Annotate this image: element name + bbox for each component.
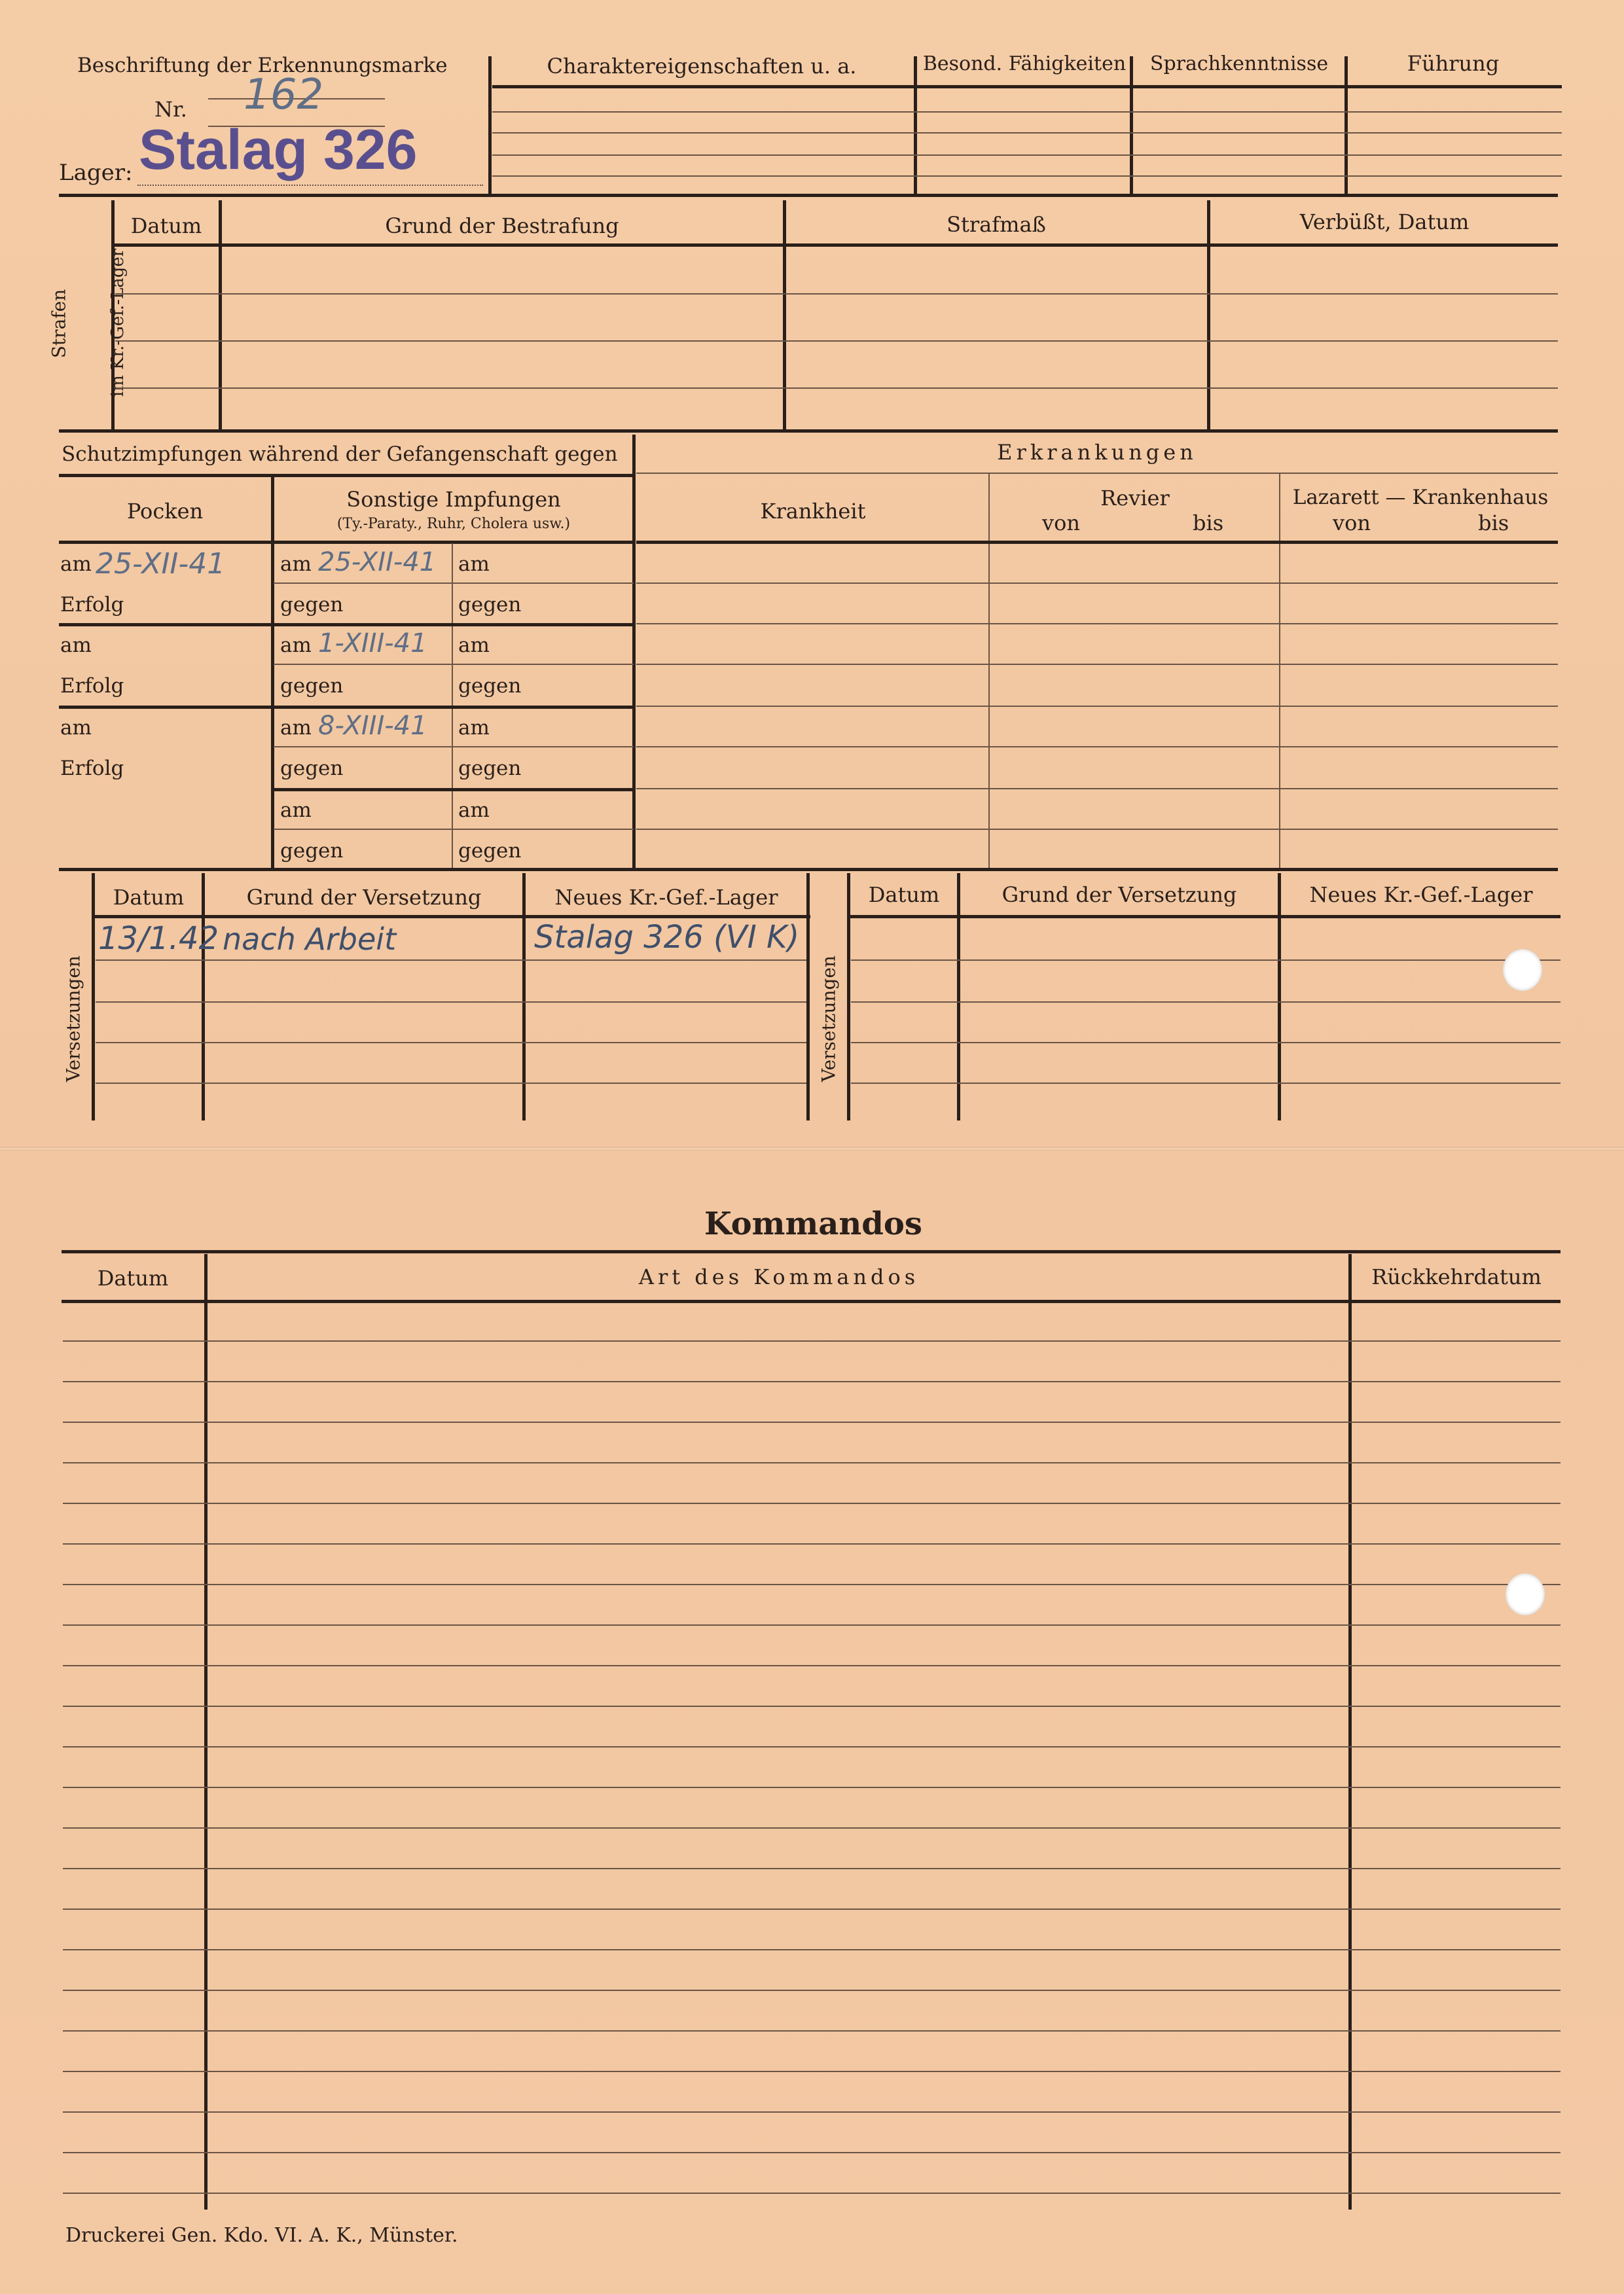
- kommando-row-rule: [63, 2111, 1561, 2113]
- other-gegen-3a: gegen: [280, 757, 344, 780]
- rule: [62, 1300, 1561, 1303]
- penalty-col-served: Verbüßt, Datum: [1299, 209, 1470, 234]
- rule: [636, 664, 1558, 665]
- rule: [274, 706, 634, 709]
- other-date-2: 1-XIII-41: [318, 628, 427, 658]
- divider: [204, 1254, 208, 2210]
- transfer-col-reason-right: Grund der Versetzung: [1001, 882, 1237, 907]
- illness-col-hospital: Lazarett — Krankenhaus: [1292, 486, 1549, 509]
- transfer-col-date-left: Datum: [113, 885, 185, 910]
- other-gegen-1b: gegen: [458, 593, 522, 617]
- rule: [274, 582, 634, 584]
- rule: [636, 623, 1558, 624]
- rule: [62, 1250, 1561, 1253]
- rule: [96, 959, 806, 961]
- divider: [988, 474, 990, 870]
- rule: [851, 1083, 1561, 1084]
- penalty-col-measure: Strafmaß: [947, 212, 1046, 237]
- transfer-entry-reason: nach Arbeit: [223, 922, 397, 957]
- kommando-row-rule: [63, 1422, 1561, 1423]
- hospital-bis: bis: [1478, 511, 1509, 535]
- rule: [111, 243, 1558, 247]
- kommando-row-rule: [63, 1665, 1561, 1666]
- penalty-col-reason: Grund der Bestrafung: [385, 213, 619, 238]
- tag-label: Beschriftung der Erkennungsmarke: [77, 54, 448, 77]
- punch-hole: [1503, 949, 1542, 991]
- rule: [96, 1083, 806, 1084]
- other-am-3b: am: [458, 716, 490, 740]
- kommandos-title: Kommandos: [704, 1206, 922, 1242]
- kommando-col-type: Art des Kommandos: [638, 1264, 920, 1289]
- rule: [492, 154, 1562, 156]
- hospital-von: von: [1333, 511, 1371, 535]
- divider: [1279, 474, 1280, 870]
- transfer-col-date-right: Datum: [868, 882, 940, 907]
- rule: [636, 788, 1558, 789]
- col-skills: Besond. Fähigkeiten: [922, 52, 1127, 75]
- illness-col-revier: Revier: [1100, 486, 1170, 511]
- other-gegen-2b: gegen: [458, 674, 522, 698]
- rule: [92, 915, 810, 918]
- kommando-row-rule: [63, 1706, 1561, 1707]
- other-gegen-4a: gegen: [280, 839, 344, 863]
- other-date-1: 25-XII-41: [318, 547, 437, 577]
- other-gegen-1a: gegen: [280, 593, 344, 617]
- divider: [92, 873, 95, 1120]
- divider: [1348, 1254, 1352, 2210]
- rule: [115, 340, 1558, 342]
- revier-bis: bis: [1193, 511, 1224, 535]
- rule: [847, 915, 1561, 918]
- vaccination-heading: Schutzimpfungen während der Gefangenschaft gegen: [62, 442, 618, 466]
- other-gegen-3b: gegen: [458, 757, 522, 780]
- transfer-col-reason-left: Grund der Versetzung: [246, 885, 482, 910]
- kommando-row-rule: [63, 1868, 1561, 1869]
- divider: [1130, 56, 1133, 195]
- kommando-row-rule: [63, 2071, 1561, 2072]
- kommando-row-rule: [63, 1949, 1561, 1950]
- divider: [488, 56, 492, 195]
- rule: [59, 623, 272, 626]
- printer-footer: Druckerei Gen. Kdo. VI. A. K., Münster.: [65, 2224, 458, 2247]
- rule: [59, 194, 1558, 197]
- other-am-1b: am: [458, 552, 490, 576]
- rule: [492, 85, 1562, 88]
- divider: [1344, 56, 1348, 195]
- kommando-row-rule: [63, 1909, 1561, 1910]
- other-am-2a: am: [280, 634, 312, 657]
- pox-am-1: am: [60, 552, 92, 576]
- rule: [492, 175, 1562, 177]
- divider: [271, 476, 274, 870]
- divider: [847, 873, 850, 1120]
- paper-fold: [0, 1147, 1624, 1151]
- rule: [274, 623, 634, 626]
- pox-am-2: am: [60, 634, 92, 657]
- penalties-side-label-1: Strafen: [48, 289, 70, 359]
- rule: [274, 788, 634, 791]
- illness-col-illness: Krankheit: [760, 499, 866, 524]
- nr-value: 162: [244, 71, 324, 119]
- divider: [914, 56, 917, 195]
- kommando-row-rule: [63, 1503, 1561, 1504]
- kommando-row-rule: [63, 1624, 1561, 1626]
- rule: [636, 541, 1558, 544]
- transfers-side-label-right: Versetzungen: [818, 955, 840, 1083]
- kommando-row-rule: [63, 1462, 1561, 1463]
- punch-hole: [1506, 1573, 1545, 1615]
- lager-stamp: Stalag 326: [139, 118, 418, 181]
- col-languages: Sprachkenntnisse: [1149, 52, 1329, 75]
- rule: [96, 1001, 806, 1003]
- kommando-row-rule: [63, 1340, 1561, 1342]
- rule: [492, 132, 1562, 134]
- rule: [115, 387, 1558, 389]
- rule: [59, 868, 1558, 871]
- rule: [59, 474, 635, 477]
- transfers-side-label-left: Versetzungen: [62, 955, 84, 1083]
- pox-erfolg-2: Erfolg: [60, 674, 124, 698]
- kommando-row-rule: [63, 1381, 1561, 1382]
- divider: [1207, 200, 1210, 432]
- kommando-col-date: Datum: [97, 1266, 169, 1291]
- illness-heading: Erkrankungen: [997, 440, 1197, 465]
- revier-von: von: [1042, 511, 1080, 535]
- kommando-row-rule: [63, 1746, 1561, 1747]
- penalty-col-date: Datum: [130, 213, 202, 238]
- other-am-4b: am: [458, 798, 490, 822]
- rule: [851, 1042, 1561, 1043]
- penalties-side-label-2: im Kr.-Gef.-Lager: [108, 248, 128, 397]
- pox-am-3: am: [60, 716, 92, 740]
- lager-underline: [137, 185, 483, 186]
- lager-label: Lager:: [59, 160, 133, 186]
- col-conduct: Führung: [1407, 51, 1500, 76]
- other-am-3a: am: [280, 716, 312, 740]
- other-am-1a: am: [280, 552, 312, 576]
- vaccination-col-other-sub: (Ty.-Paraty., Ruhr, Cholera usw.): [336, 516, 571, 532]
- vaccination-col-other: Sonstige Impfungen: [346, 487, 561, 512]
- rule: [274, 746, 634, 747]
- rule: [274, 829, 634, 830]
- col-character: Charaktereigenschaften u. a.: [547, 54, 857, 79]
- divider: [632, 435, 636, 870]
- kommando-row-rule: [63, 1584, 1561, 1585]
- kommando-row-rule: [63, 2030, 1561, 2032]
- transfer-col-camp-right: Neues Kr.-Gef.-Lager: [1309, 882, 1533, 907]
- pox-erfolg-1: Erfolg: [60, 593, 124, 617]
- transfer-entry-camp: Stalag 326 (VI K): [534, 919, 800, 956]
- rule: [492, 111, 1562, 113]
- other-date-3: 8-XIII-41: [318, 711, 427, 741]
- rule: [636, 473, 1558, 474]
- rule: [59, 541, 635, 544]
- vaccination-col-pox: Pocken: [126, 499, 204, 524]
- rule: [636, 706, 1558, 707]
- pox-date-1: 25-XII-41: [96, 547, 226, 581]
- rule: [851, 959, 1561, 961]
- rule: [59, 429, 1558, 433]
- other-am-4a: am: [280, 798, 312, 822]
- rule: [851, 1001, 1561, 1003]
- divider: [219, 200, 222, 432]
- rule: [636, 829, 1558, 830]
- kommando-col-return: Rückkehrdatum: [1371, 1264, 1542, 1289]
- kommando-row-rule: [63, 1787, 1561, 1788]
- rule: [115, 293, 1558, 295]
- divider: [783, 200, 786, 432]
- kommando-row-rule: [63, 1990, 1561, 1991]
- other-gegen-2a: gegen: [280, 674, 344, 698]
- other-am-2b: am: [458, 634, 490, 657]
- rule: [636, 746, 1558, 747]
- rule: [636, 582, 1558, 584]
- pox-erfolg-3: Erfolg: [60, 757, 124, 780]
- kommando-row-rule: [63, 2152, 1561, 2153]
- transfer-col-camp-left: Neues Kr.-Gef.-Lager: [554, 885, 778, 910]
- divider: [111, 200, 115, 432]
- kommando-row-rule: [63, 2193, 1561, 2194]
- nr-label: Nr.: [154, 97, 187, 122]
- kommando-row-rule: [63, 1543, 1561, 1545]
- rule: [96, 1042, 806, 1043]
- kommando-row-rule: [63, 1827, 1561, 1829]
- other-gegen-4b: gegen: [458, 839, 522, 863]
- transfer-entry-date: 13/1.42: [98, 920, 219, 957]
- rule: [59, 706, 272, 709]
- rule: [274, 664, 634, 665]
- divider: [806, 873, 810, 1120]
